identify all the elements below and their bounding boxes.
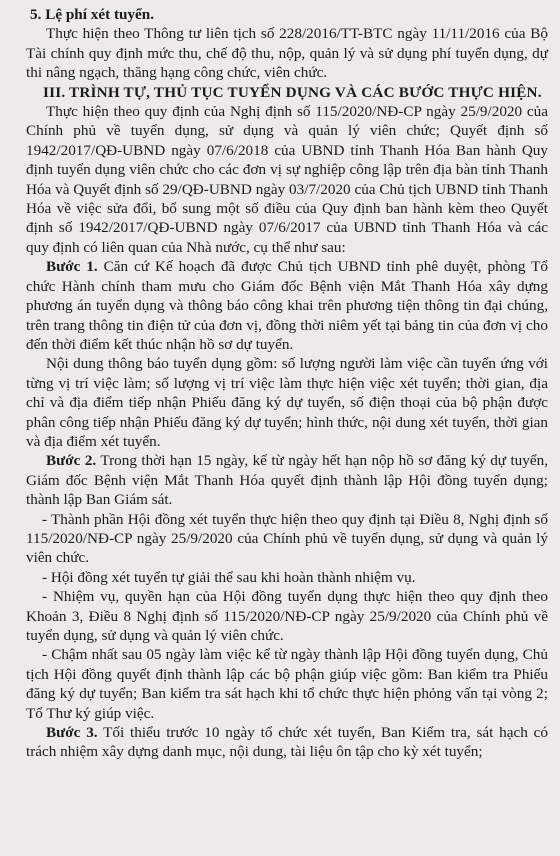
section-5-body: Thực hiện theo Thông tư liên tịch số 228/2016/TT-BTC ngày 11/11/2016 của Bộ Tài chính quy định mức thu, chế độ thu, nộp, quản lý và sử dụng phí tuyển dụng, dự thi nâng ngạch, thăng hạng công chức, viên chức. <box>26 25 548 82</box>
step-1-paragraph <box>26 257 548 354</box>
step-2-paragraph <box>26 451 548 509</box>
step-2-item: - Hội đồng xét tuyển tự giải thể sau khi hoàn thành nhiệm vụ. <box>42 568 416 586</box>
step-2-item: - Nhiệm vụ, quyền hạn của Hội đồng tuyển dụng thực hiện theo quy định theo Khoản 3, Điều 8 Nghị định số 115/2020/NĐ-CP ngày 25/9/2020 của Chính phủ về tuyển dụng, sử dụng và quản lý viên chức. <box>26 588 548 644</box>
section-3-heading: III. TRÌNH TỰ, THỦ TỤC TUYỂN DỤNG VÀ CÁC BƯỚC THỰC HIỆN. <box>43 83 542 101</box>
step-2-text: Trong thời hạn 15 ngày, kể từ ngày hết hạn nộp hồ sơ đăng ký dự tuyển, Giám đốc Bệnh viện Mắt Thanh Hóa quyết định thành lập Hội đồng tuyển dụng; thành lập Ban Giám sát. <box>26 452 548 509</box>
section-3-intro: Thực hiện theo quy định của Nghị định số 115/2020/NĐ-CP ngày 25/9/2020 của Chính phủ về tuyển dụng, sử dụng và quản lý viên chức; Quyết định số 1942/2017/QĐ-UBND ngày 07/6/2018 của UBND tỉnh Thanh Hóa Ban hành Quy định tuyển dụng viên chức cho các đơn vị sự nghiệp công lập trên địa bàn tỉnh Thanh Hóa và Quyết định số 29/QĐ-UBND ngày 03/7/2020 của Chủ tịch UBND tỉnh Thanh Hóa về việc sửa đổi, bổ sung một số điều của Quy định ban hành kèm theo Quyết định số 1942/2017/QĐ-UBND ngày 07/6/2017 của UBND tỉnh Thanh Hóa và các quy định có liên quan của Nhà nước, cụ thể như sau: <box>26 103 548 256</box>
step-3-paragraph <box>26 723 548 762</box>
section-5-heading: 5. Lệ phí xét tuyển. <box>30 6 155 23</box>
step-2-item: - Chậm nhất sau 05 ngày làm việc kể từ ngày thành lập Hội đồng tuyển dụng, Chủ tịch Hội đồng quyết định thành lập các bộ phận giúp việc gồm: Ban kiểm tra Phiếu đăng ký dự tuyển; Ban kiểm tra sát hạch khi tổ chức thực hiện phỏng vấn tại vòng 2; Tổ Thư ký giúp việc. <box>26 646 548 722</box>
step-1-notice: Nội dung thông báo tuyển dụng gồm: số lượng người làm việc cần tuyển ứng với từng vị trí việc làm; số lượng vị trí việc làm thực hiện việc xét tuyển; thời gian, địa chỉ và địa điểm tiếp nhận Phiếu đăng ký dự tuyển, số điện thoại của bộ phận được phân công tiếp nhận Phiếu đăng ký dự tuyển; hình thức, nội dung xét tuyển, thời gian và địa điểm xét tuyển. <box>26 355 548 450</box>
step-2-item: - Thành phần Hội đồng xét tuyển thực hiện theo quy định tại Điều 8, Nghị định số 115/2020/NĐ-CP ngày 25/9/2020 của Chính phủ về tuyển dụng, sử dụng và quản lý viên chức. <box>26 510 548 567</box>
step-1-text: Căn cứ Kế hoạch đã được Chủ tịch UBND tỉnh phê duyệt, phòng Tổ chức Hành chính tham mưu cho Giám đốc Bệnh viện Mắt Thanh Hóa xây dựng phương án tuyển dụng và thông báo công khai trên phương tiện thông tin đại chúng, trên trang thông tin điện tử của đơn vị, đồng thời niêm yết tại bảng tin của đơn vị cho đến thời điểm kết thúc nhận hồ sơ dự tuyển. <box>26 258 548 353</box>
step-2-label: Bước 2. <box>46 452 97 470</box>
step-3-text: Tối thiểu trước 10 ngày tổ chức xét tuyển, Ban Kiểm tra, sát hạch có trách nhiệm xây dựng danh mục, nội dung, tài liệu ôn tập cho kỳ xét tuyển; <box>26 724 548 761</box>
step-3-label: Bước 3. <box>46 724 98 742</box>
step-1-label: Bước 1. <box>46 258 98 276</box>
